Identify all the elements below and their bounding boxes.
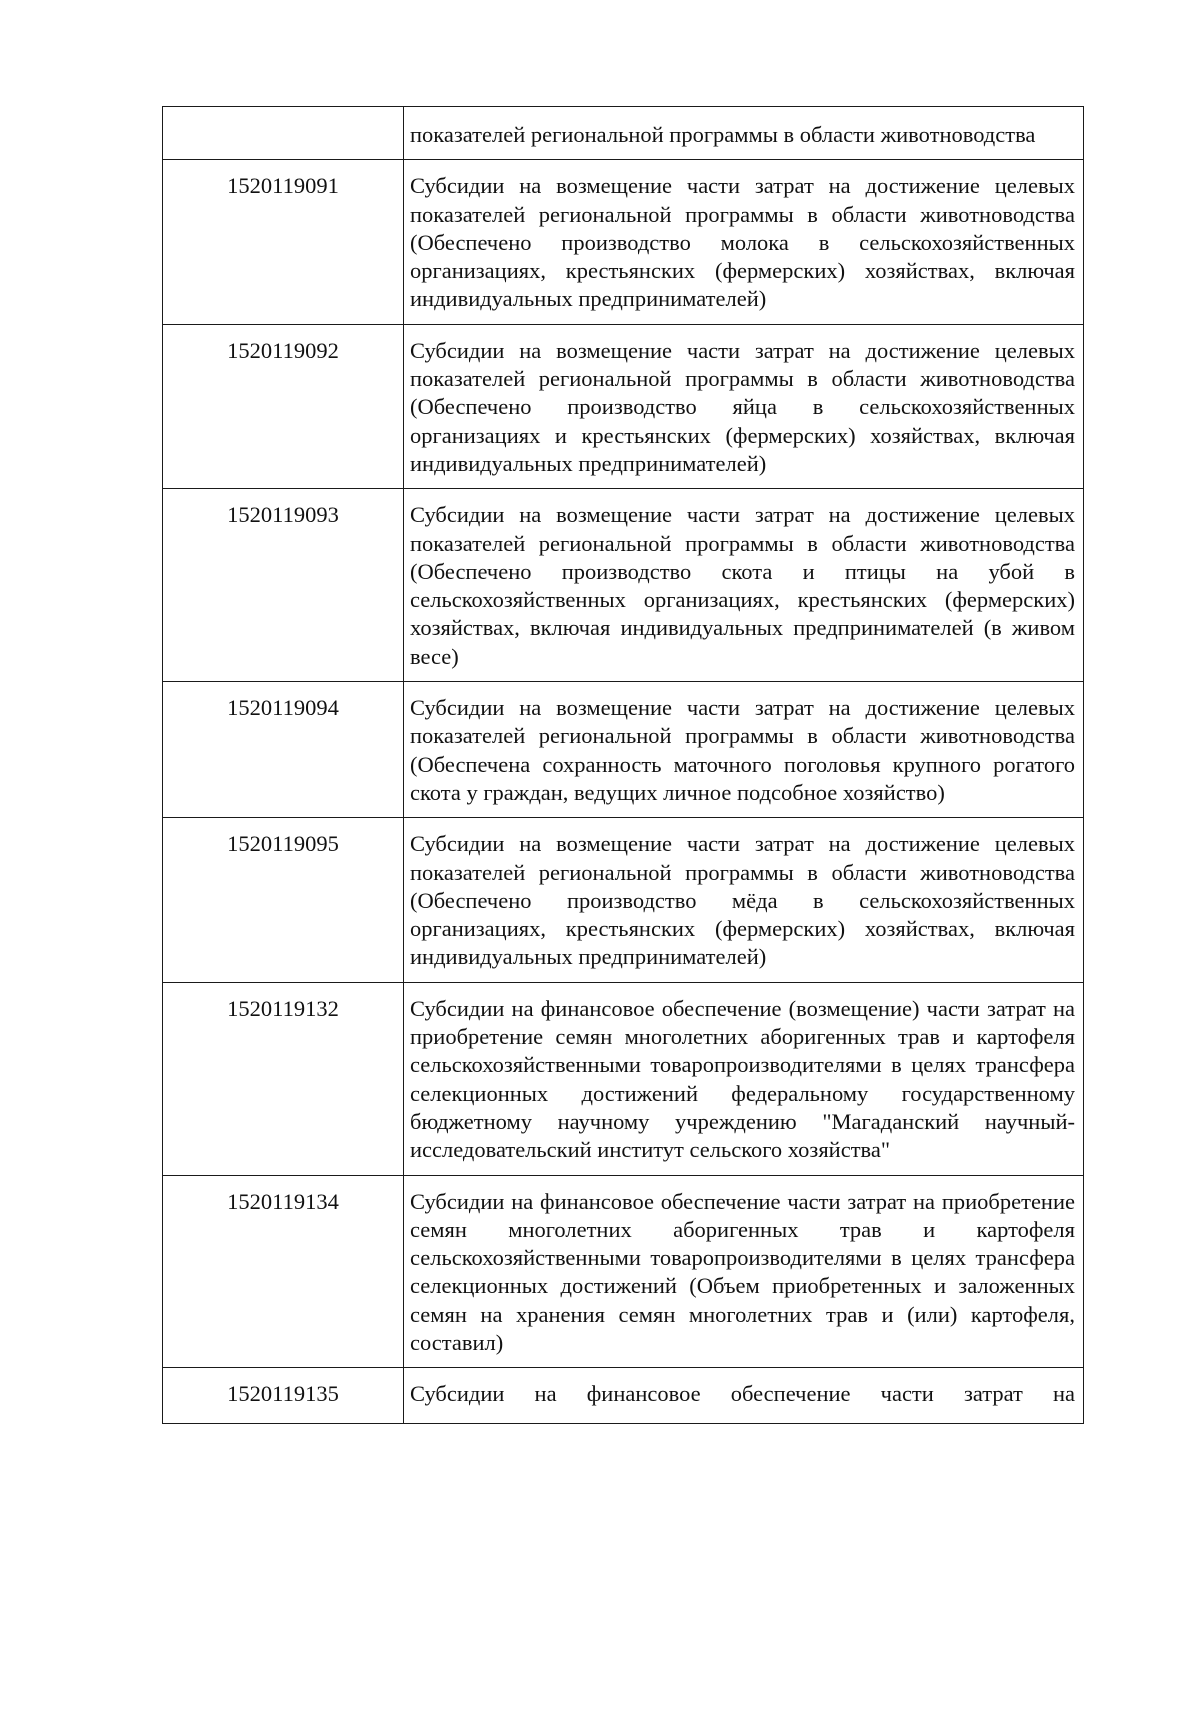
budget-codes-table (162, 106, 1084, 1424)
table-row (163, 982, 1084, 1175)
description-cell: Субсидии на финансовое обеспечение части затрат на приобретение семян многолетних аборигенных трав и картофеля сельскохозяйственными товаропроизводителями в целях трансфера селекционных достижений (Объем приобретенных и заложенных семян на хранения семян многолетних трав и (или) картофеля, составил) (404, 1175, 1084, 1368)
budget-code-cell: 1520119132 (163, 982, 404, 1175)
description-cell: Субсидии на финансовое обеспечение части затрат на (404, 1368, 1084, 1423)
description-cell: Субсидии на финансовое обеспечение (возмещение) части затрат на приобретение семян многолетних аборигенных трав и картофеля сельскохозяйственными товаропроизводителями в целях трансфера селекционных достижений федеральному государственному бюджетному научному учреждению "Магаданский научный-исследовательский институт сельского хозяйства" (404, 982, 1084, 1175)
budget-code-cell: 1520119091 (163, 160, 404, 324)
budget-code-cell (163, 107, 404, 160)
table-row (163, 1175, 1084, 1368)
description-cell: Субсидии на возмещение части затрат на достижение целевых показателей региональной программы в области животноводства (Обеспечена сохранность маточного поголовья крупного рогатого скота у граждан, ведущих личное подсобное хозяйство) (404, 682, 1084, 818)
table-row (163, 818, 1084, 982)
description-cell: Субсидии на возмещение части затрат на достижение целевых показателей региональной программы в области животноводства (Обеспечено производство мёда в сельскохозяйственных организациях, крестьянских (фермерских) хозяйствах, включая индивидуальных предпринимателей) (404, 818, 1084, 982)
table-row (163, 107, 1084, 160)
table-row (163, 682, 1084, 818)
budget-code-cell: 1520119135 (163, 1368, 404, 1423)
budget-code-cell: 1520119093 (163, 489, 404, 682)
table-row (163, 160, 1084, 324)
description-cell: Субсидии на возмещение части затрат на достижение целевых показателей региональной программы в области животноводства (Обеспечено производство яйца в сельскохозяйственных организациях и крестьянских (фермерских) хозяйствах, включая индивидуальных предпринимателей) (404, 324, 1084, 488)
budget-code-cell: 1520119095 (163, 818, 404, 982)
budget-code-cell: 1520119094 (163, 682, 404, 818)
budget-code-cell: 1520119092 (163, 324, 404, 488)
description-cell: Субсидии на возмещение части затрат на достижение целевых показателей региональной программы в области животноводства (Обеспечено производство молока в сельскохозяйственных организациях, крестьянских (фермерских) хозяйствах, включая индивидуальных предпринимателей) (404, 160, 1084, 324)
table-row (163, 1368, 1084, 1423)
description-cell: показателей региональной программы в области животноводства (404, 107, 1084, 160)
budget-code-cell: 1520119134 (163, 1175, 404, 1368)
table-row (163, 324, 1084, 488)
description-cell: Субсидии на возмещение части затрат на достижение целевых показателей региональной программы в области животноводства (Обеспечено производство скота и птицы на убой в сельскохозяйственных организациях, крестьянских (фермерских) хозяйствах, включая индивидуальных предпринимателей (в живом весе) (404, 489, 1084, 682)
table-row (163, 489, 1084, 682)
